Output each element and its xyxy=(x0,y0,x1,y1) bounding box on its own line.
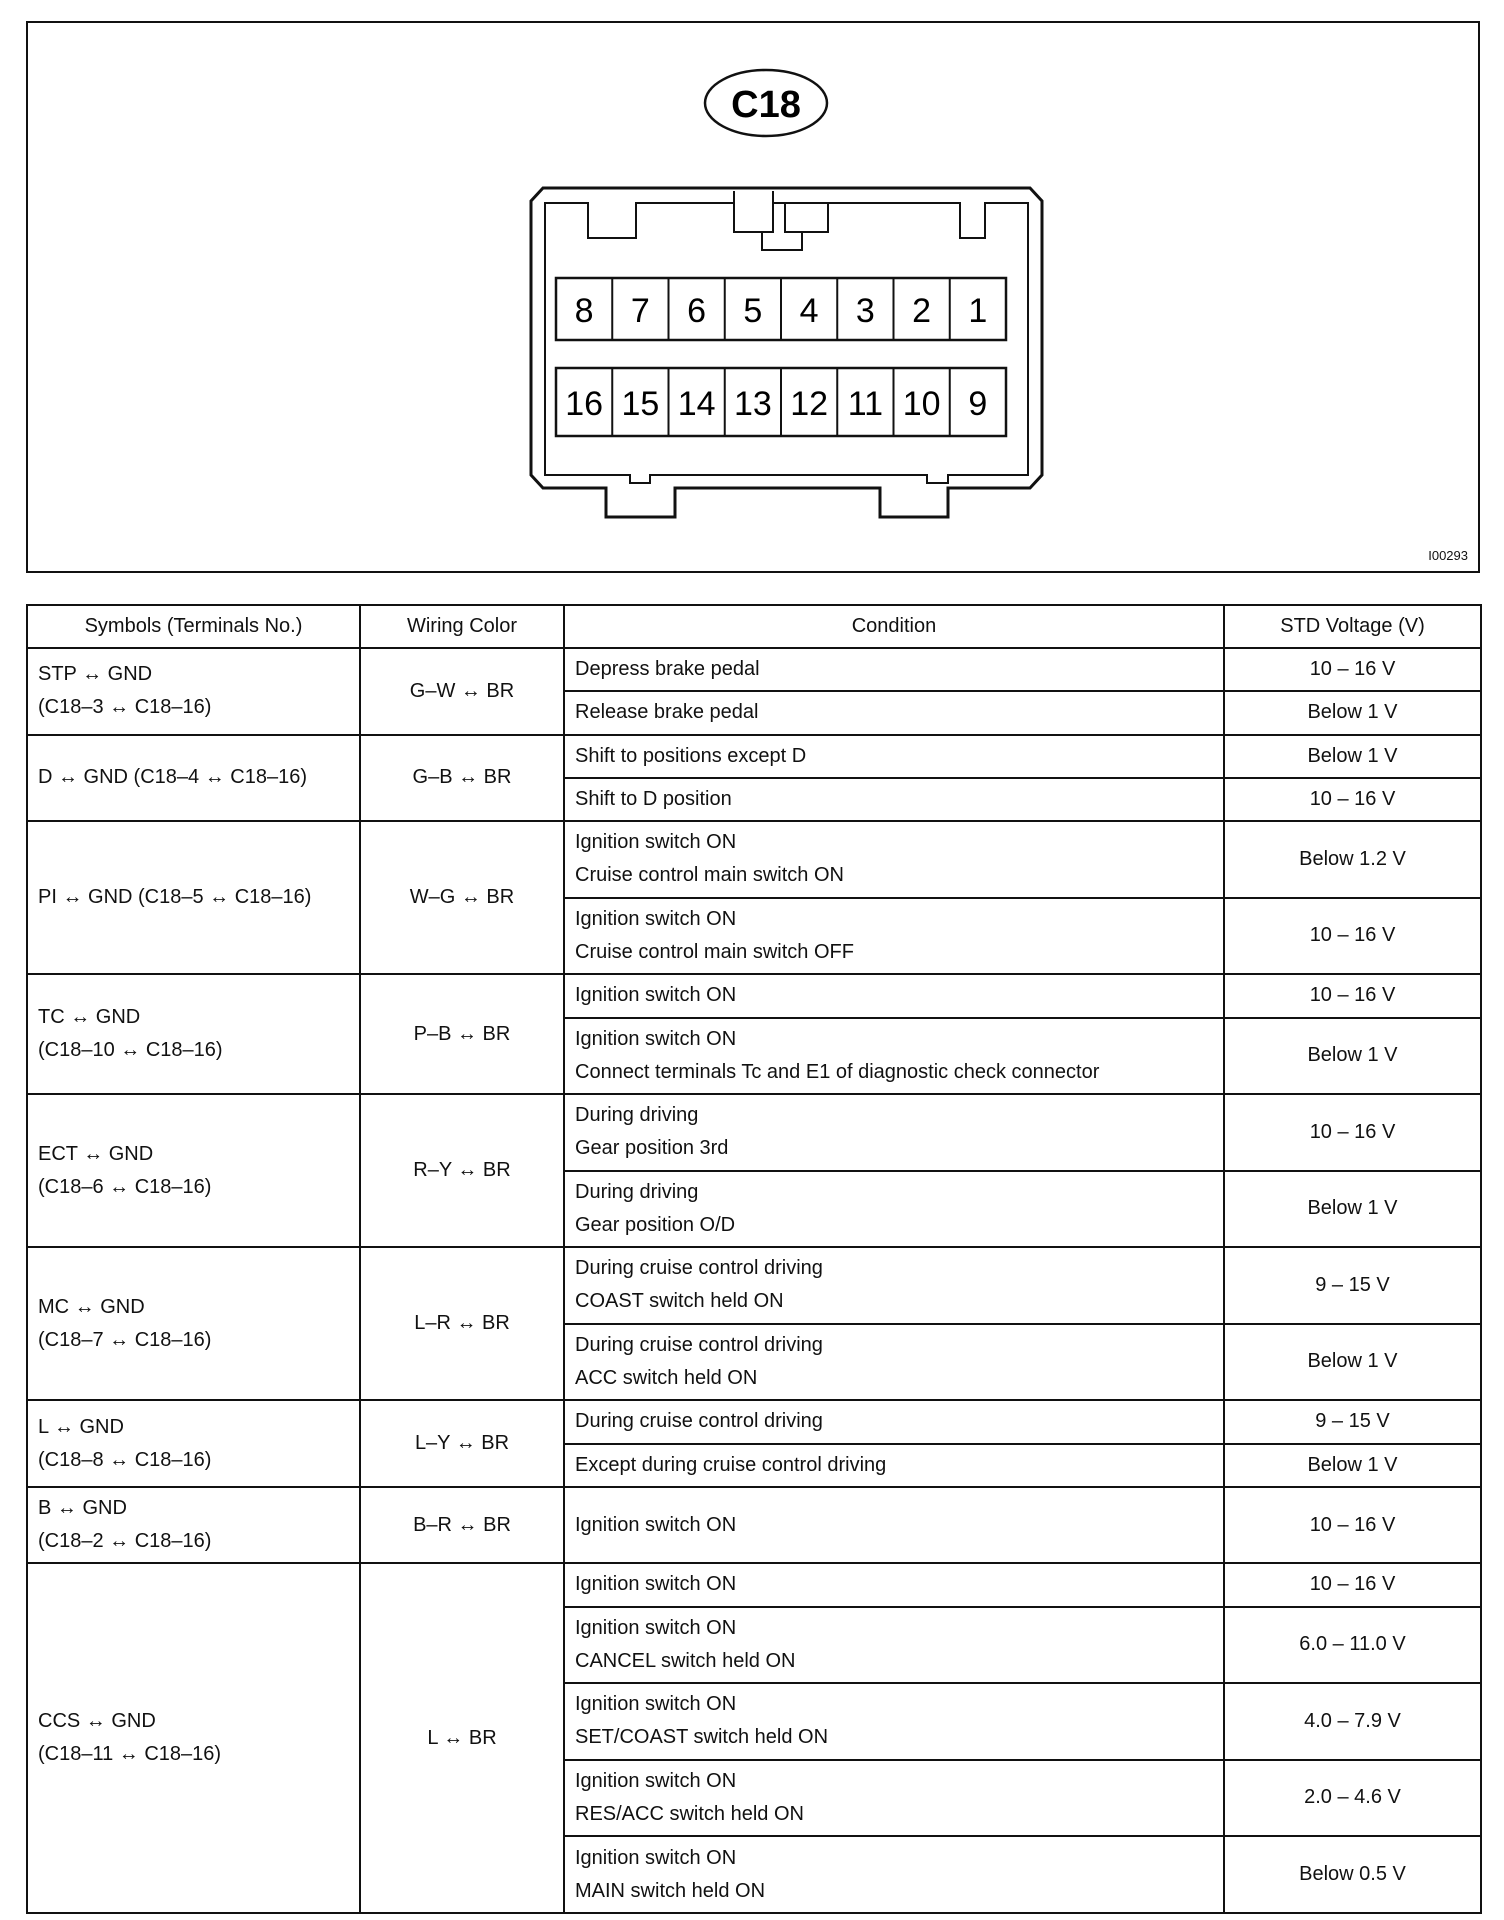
std-voltage-cell: Below 1 V xyxy=(1224,1444,1481,1487)
std-voltage-cell: 9 – 15 V xyxy=(1224,1400,1481,1443)
condition-cell xyxy=(564,735,1224,778)
std-voltage-cell: 10 – 16 V xyxy=(1224,974,1481,1017)
symbol-line: B ↔ GND xyxy=(38,1497,127,1520)
pin-label: 10 xyxy=(902,385,941,423)
condition-cell xyxy=(564,974,1224,1017)
condition-line: Ignition switch ON xyxy=(575,1573,737,1596)
condition-line: Connect terminals Tc and E1 of diagnostic check connector xyxy=(575,1060,1100,1083)
header-symbols: Symbols (Terminals No.) xyxy=(27,605,360,648)
symbol-line: (C18–3 ↔ C18–16) xyxy=(38,696,212,719)
pin-label: 11 xyxy=(847,385,884,423)
condition-cell xyxy=(564,1563,1224,1606)
table-row xyxy=(27,1487,1481,1564)
pin-label: 13 xyxy=(733,385,772,423)
condition-line: Except during cruise control driving xyxy=(575,1453,887,1476)
std-voltage-cell: Below 1 V xyxy=(1224,1171,1481,1248)
std-voltage-cell: Below 1 V xyxy=(1224,735,1481,778)
symbol-cell xyxy=(27,1563,360,1913)
condition-cell xyxy=(564,1171,1224,1248)
symbol-line: PI ↔ GND (C18–5 ↔ C18–16) xyxy=(38,886,312,909)
condition-line: Cruise control main switch OFF xyxy=(575,940,854,963)
condition-cell xyxy=(564,821,1224,898)
condition-line: Shift to D position xyxy=(575,788,732,811)
wiring-color-cell: G–W ↔ BR xyxy=(360,648,564,735)
condition-cell xyxy=(564,1247,1224,1324)
condition-cell xyxy=(564,1018,1224,1095)
pin-label: 6 xyxy=(687,292,707,330)
std-voltage-cell: 10 – 16 V xyxy=(1224,778,1481,821)
condition-cell xyxy=(564,1760,1224,1837)
condition-line: During driving xyxy=(575,1180,699,1203)
symbol-line: (C18–10 ↔ C18–16) xyxy=(38,1039,223,1062)
condition-line: Depress brake pedal xyxy=(575,658,760,681)
condition-line: During driving xyxy=(575,1104,699,1127)
table-row xyxy=(27,1247,1481,1324)
pin-label: 2 xyxy=(912,292,932,330)
symbol-cell xyxy=(27,648,360,735)
symbol-line: (C18–6 ↔ C18–16) xyxy=(38,1175,212,1198)
condition-line: RES/ACC switch held ON xyxy=(575,1802,804,1825)
std-voltage-cell: 10 – 16 V xyxy=(1224,1563,1481,1606)
symbol-cell xyxy=(27,821,360,974)
wiring-color-cell: L–Y ↔ BR xyxy=(360,1400,564,1487)
table-header-row xyxy=(27,605,1481,648)
condition-line: Cruise control main switch ON xyxy=(575,864,844,887)
symbol-line: (C18–8 ↔ C18–16) xyxy=(38,1448,212,1471)
symbol-line: ECT ↔ GND xyxy=(38,1142,154,1165)
condition-line: Ignition switch ON xyxy=(575,1693,737,1716)
condition-line: Ignition switch ON xyxy=(575,907,737,930)
condition-cell xyxy=(564,648,1224,691)
condition-line: Ignition switch ON xyxy=(575,831,737,854)
wiring-color-cell: L ↔ BR xyxy=(360,1563,564,1913)
symbol-cell xyxy=(27,1400,360,1487)
pin-label: 16 xyxy=(565,385,604,423)
condition-line: Ignition switch ON xyxy=(575,1027,737,1050)
symbol-cell xyxy=(27,1487,360,1564)
condition-line: Ignition switch ON xyxy=(575,1616,737,1639)
connector-inner-housing xyxy=(545,203,1028,483)
condition-line: Ignition switch ON xyxy=(575,1769,737,1792)
table-row xyxy=(27,648,1481,691)
figure-id: I00293 xyxy=(1428,548,1468,563)
table-row xyxy=(27,1563,1481,1606)
symbol-line: STP ↔ GND xyxy=(38,663,153,686)
condition-line: Shift to positions except D xyxy=(575,744,807,767)
pin-label: 7 xyxy=(630,292,650,330)
pin-label: 5 xyxy=(743,292,763,330)
std-voltage-cell: 9 – 15 V xyxy=(1224,1247,1481,1324)
std-voltage-cell: Below 0.5 V xyxy=(1224,1836,1481,1913)
wiring-color-cell: R–Y ↔ BR xyxy=(360,1094,564,1247)
std-voltage-cell: Below 1 V xyxy=(1224,1324,1481,1401)
voltage-spec-table xyxy=(26,604,1482,1914)
symbol-cell xyxy=(27,1247,360,1400)
symbol-line: (C18–11 ↔ C18–16) xyxy=(38,1743,222,1766)
symbol-cell xyxy=(27,735,360,822)
table-row xyxy=(27,1400,1481,1443)
symbol-line: CCS ↔ GND xyxy=(38,1710,156,1733)
pin-label: 4 xyxy=(799,292,819,330)
symbol-line: MC ↔ GND xyxy=(38,1295,145,1318)
std-voltage-cell: 6.0 – 11.0 V xyxy=(1224,1607,1481,1684)
table-row xyxy=(27,1094,1481,1171)
condition-cell xyxy=(564,1094,1224,1171)
symbol-line: D ↔ GND (C18–4 ↔ C18–16) xyxy=(38,766,307,789)
symbol-line: L ↔ GND xyxy=(38,1415,124,1438)
pin-label: 14 xyxy=(677,385,716,423)
std-voltage-cell: 10 – 16 V xyxy=(1224,648,1481,691)
condition-line: SET/COAST switch held ON xyxy=(575,1726,829,1749)
std-voltage-cell: Below 1.2 V xyxy=(1224,821,1481,898)
condition-line: Ignition switch ON xyxy=(575,1513,737,1536)
pin-label: 12 xyxy=(790,385,829,423)
symbol-cell xyxy=(27,974,360,1094)
condition-cell xyxy=(564,1487,1224,1564)
condition-cell xyxy=(564,898,1224,975)
condition-line: Ignition switch ON xyxy=(575,984,737,1007)
condition-cell xyxy=(564,1683,1224,1760)
table-row xyxy=(27,735,1481,778)
condition-cell xyxy=(564,778,1224,821)
condition-line: Release brake pedal xyxy=(575,701,759,724)
table-row xyxy=(27,974,1481,1017)
pin-label: 1 xyxy=(968,292,988,330)
std-voltage-cell: 10 – 16 V xyxy=(1224,898,1481,975)
header-condition: Condition xyxy=(564,605,1224,648)
header-wiring-color: Wiring Color xyxy=(360,605,564,648)
std-voltage-cell: Below 1 V xyxy=(1224,1018,1481,1095)
std-voltage-cell: 10 – 16 V xyxy=(1224,1094,1481,1171)
std-voltage-cell: 4.0 – 7.9 V xyxy=(1224,1683,1481,1760)
condition-cell xyxy=(564,1324,1224,1401)
wiring-color-cell: W–G ↔ BR xyxy=(360,821,564,974)
condition-cell xyxy=(564,691,1224,734)
connector-diagram xyxy=(26,21,1480,573)
condition-line: ACC switch held ON xyxy=(575,1366,758,1389)
condition-cell xyxy=(564,1607,1224,1684)
connector-label: C18 xyxy=(731,84,801,126)
symbol-line: (C18–2 ↔ C18–16) xyxy=(38,1530,212,1553)
pin-label: 9 xyxy=(968,385,988,423)
std-voltage-cell: 2.0 – 4.6 V xyxy=(1224,1760,1481,1837)
table-row xyxy=(27,821,1481,898)
wiring-color-cell: B–R ↔ BR xyxy=(360,1487,564,1564)
condition-line: Gear position 3rd xyxy=(575,1137,729,1160)
std-voltage-cell: Below 1 V xyxy=(1224,691,1481,734)
std-voltage-cell: 10 – 16 V xyxy=(1224,1487,1481,1564)
condition-cell xyxy=(564,1836,1224,1913)
connector-latch xyxy=(734,191,828,250)
condition-line: Gear position O/D xyxy=(575,1213,736,1236)
condition-line: During cruise control driving xyxy=(575,1410,823,1433)
symbol-line: (C18–7 ↔ C18–16) xyxy=(38,1328,212,1351)
pin-label: 3 xyxy=(855,292,875,330)
condition-line: CANCEL switch held ON xyxy=(575,1649,796,1672)
condition-line: During cruise control driving xyxy=(575,1333,823,1356)
condition-cell xyxy=(564,1400,1224,1443)
condition-line: COAST switch held ON xyxy=(575,1290,784,1313)
condition-line: Ignition switch ON xyxy=(575,1846,737,1869)
pin-label: 8 xyxy=(574,292,594,330)
wiring-color-cell: P–B ↔ BR xyxy=(360,974,564,1094)
header-std-voltage: STD Voltage (V) xyxy=(1224,605,1481,648)
wiring-color-cell: L–R ↔ BR xyxy=(360,1247,564,1400)
connector-drawing xyxy=(28,23,1478,571)
condition-line: During cruise control driving xyxy=(575,1257,823,1280)
pin-label: 15 xyxy=(621,385,660,423)
symbol-cell xyxy=(27,1094,360,1247)
wiring-color-cell: G–B ↔ BR xyxy=(360,735,564,822)
symbol-line: TC ↔ GND xyxy=(38,1006,141,1029)
condition-cell xyxy=(564,1444,1224,1487)
condition-line: MAIN switch held ON xyxy=(575,1879,766,1902)
